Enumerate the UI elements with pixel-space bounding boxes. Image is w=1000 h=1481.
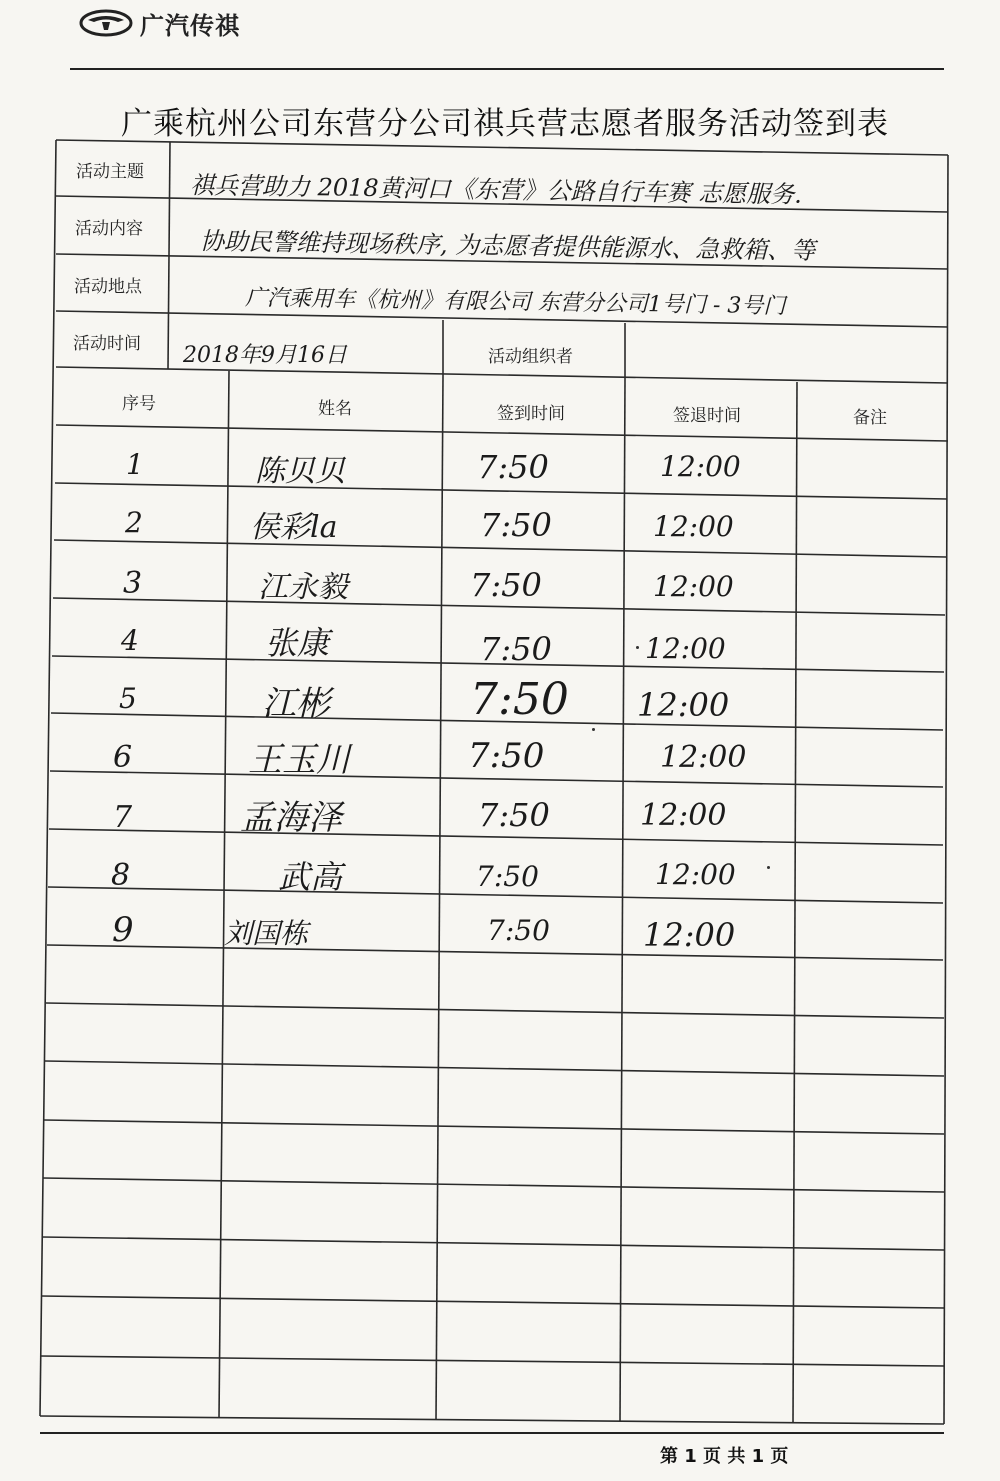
row-no: 2 <box>125 506 143 539</box>
row-checkout: 12:00 <box>637 686 730 724</box>
row-name: 江彬 <box>262 684 330 724</box>
time-value: 2018年9月16日 <box>183 343 347 368</box>
row-no: 3 <box>123 566 143 601</box>
row-no: 6 <box>113 740 133 775</box>
row-checkout: 12:00 <box>655 858 736 891</box>
row-checkout: 12:00 <box>653 510 734 543</box>
row-checkout: 12:00 <box>643 916 736 954</box>
header-checkin: 签到时间 <box>497 404 565 424</box>
row-checkout: 12:00 <box>660 450 741 483</box>
content-value: 协助民警维持现场秩序, 为志愿者提供能源水、急救箱、等 <box>199 227 816 265</box>
location-value: 广汽乘用车《杭州》有限公司 东营分公司1号门 - 3号门 <box>244 285 786 320</box>
page-number: 第 1 页 共 1 页 <box>660 1446 789 1467</box>
row-no: 9 <box>112 910 134 950</box>
row-name: 王玉川 <box>248 740 350 780</box>
row-name: 张康 <box>265 624 330 662</box>
pen-mark <box>767 866 770 869</box>
label-theme: 活动主题 <box>76 162 144 182</box>
row-no: 4 <box>121 624 139 657</box>
row-checkout: 12:00 <box>645 632 726 665</box>
header-note: 备注 <box>853 408 887 428</box>
row-name: 武高 <box>278 858 343 896</box>
row-name: 陈贝贝 <box>255 454 345 489</box>
row-name: 刘国栋 <box>224 917 309 950</box>
brand-name: 广汽传祺 <box>140 11 240 40</box>
pen-mark <box>636 646 639 649</box>
row-checkout: 12:00 <box>640 798 727 833</box>
row-checkin: 7:50 <box>476 860 539 893</box>
sheet-title: 广乘杭州公司东营分公司祺兵营志愿者服务活动签到表 <box>121 106 889 142</box>
row-checkin: 7:50 <box>470 674 569 725</box>
row-checkin: 7:50 <box>477 448 549 486</box>
row-checkout: 12:00 <box>653 570 734 603</box>
row-checkin: 7:50 <box>468 736 545 776</box>
row-no: 1 <box>126 448 144 481</box>
row-checkin: 7:50 <box>480 506 552 544</box>
row-no: 5 <box>119 682 137 715</box>
row-name: 侯彩la <box>250 510 338 545</box>
theme-value: 祺兵营助力 2018黄河口《东营》公路自行车赛 志愿服务. <box>189 171 803 209</box>
row-checkin: 7:50 <box>487 914 550 947</box>
pen-mark <box>592 728 595 731</box>
footer-rule <box>40 1432 944 1434</box>
row-checkin: 7:50 <box>480 630 552 668</box>
label-time: 活动时间 <box>73 334 141 354</box>
header-checkout: 签退时间 <box>673 406 741 426</box>
row-checkin: 7:50 <box>470 566 542 604</box>
header-name: 姓名 <box>318 399 352 419</box>
row-checkin: 7:50 <box>478 796 550 834</box>
label-content: 活动内容 <box>75 219 143 239</box>
header-no: 序号 <box>122 394 156 414</box>
row-no: 7 <box>113 800 133 835</box>
label-location: 活动地点 <box>74 277 142 297</box>
row-no: 8 <box>111 858 131 893</box>
row-name: 江永毅 <box>258 570 348 605</box>
row-checkout: 12:00 <box>660 740 747 775</box>
row-name: 孟海泽 <box>240 798 342 838</box>
label-organizer: 活动组织者 <box>488 347 573 367</box>
